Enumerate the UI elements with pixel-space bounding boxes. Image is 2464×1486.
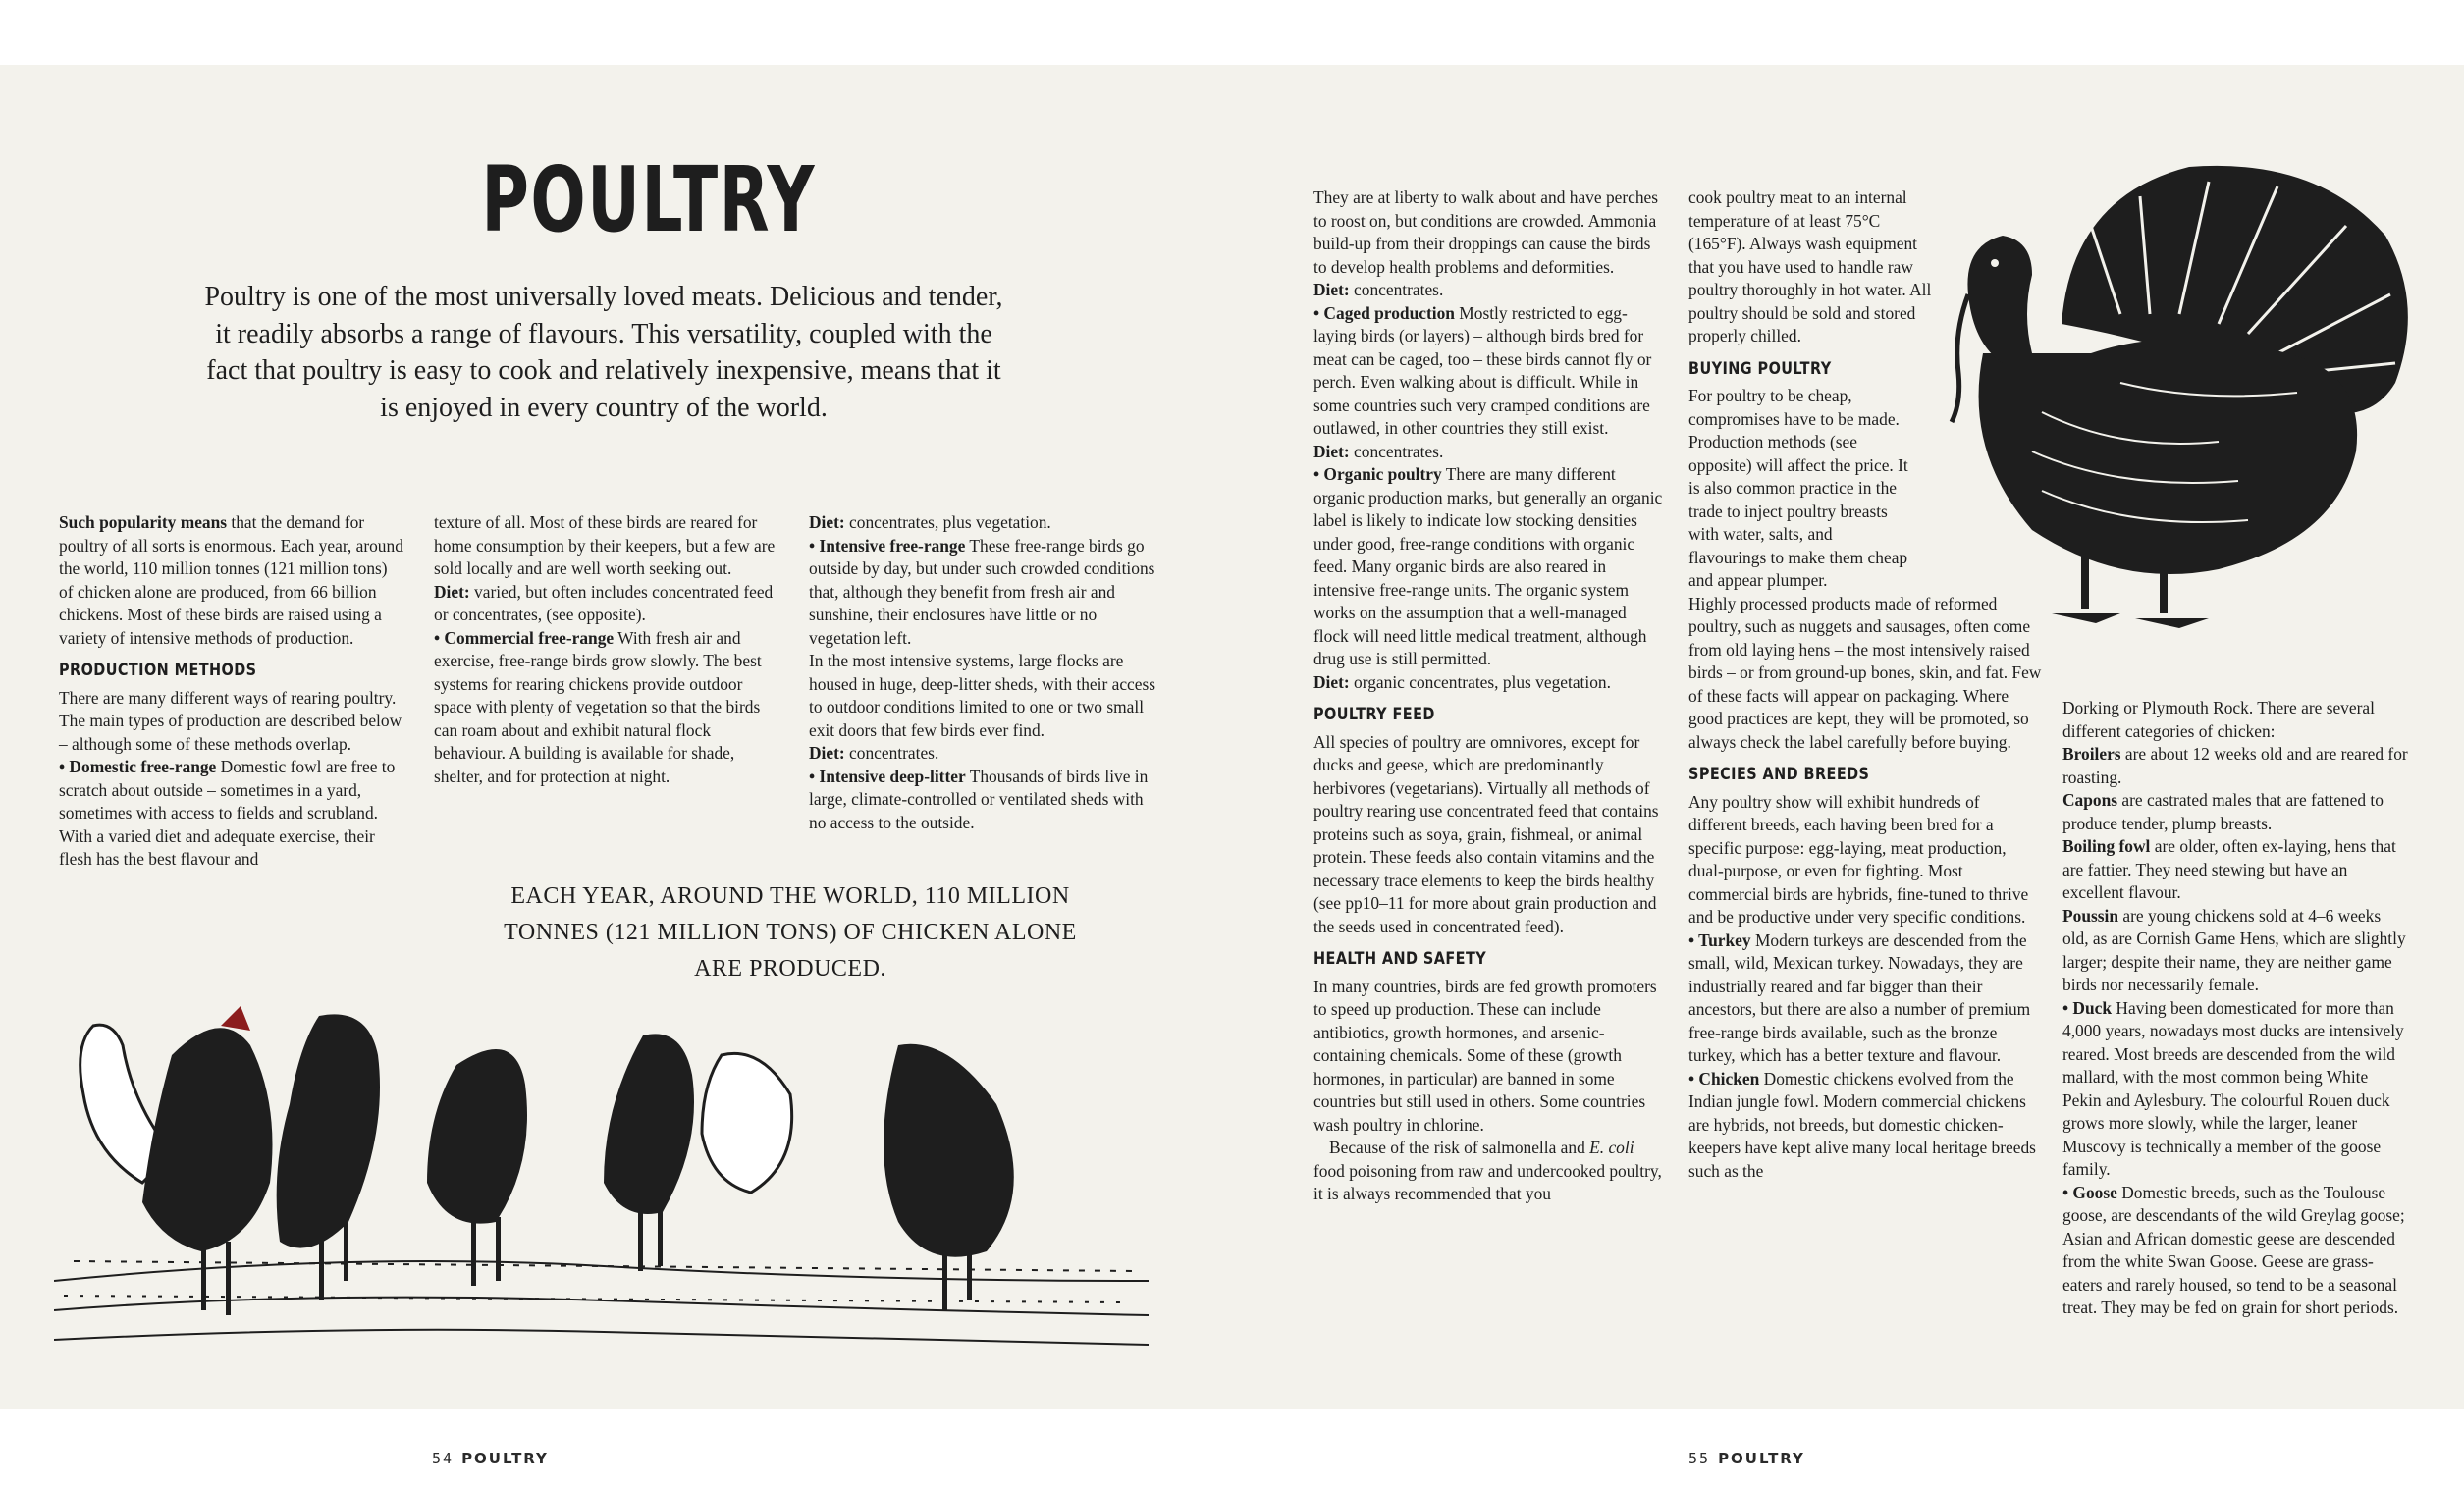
term-intensive-free-range: • Intensive free-range (809, 535, 966, 556)
folio-right (1688, 1450, 1805, 1467)
paragraph: concentrates. (844, 743, 939, 763)
paragraph: cook poultry meat to an internal temperature of at least 75°C (165°F). Always wash equipment that you have used to handle raw poultry thoroughly in hot water. All poultry should be sold and stored properly chilled. (1688, 187, 1932, 345)
term-duck: • Duck (2062, 997, 2113, 1018)
paragraph: With fresh air and exercise, free-range birds grow slowly. The best systems for rearing chickens provide outdoor space with plenty of vegetation so that the birds can roam about and exhibit natural flock behaviour. A building is available for shade, shelter, and for protection at night. (434, 627, 762, 786)
paragraph: are about 12 weeks old and are reared for roasting. (2062, 744, 2408, 787)
paragraph: Highly processed products made of reformed poultry, such as nuggets and sausages, often come from old laying hens – the most intensively raised birds – or from ground-up bones, skin, and fat. Few of these facts will appear on packaging. Where good practices are kept, they will be promoted, so always check the label carefully before buying. (1688, 593, 2042, 752)
paragraph: Any poultry show will exhibit hundreds of different breeds, each having been bred for a specific purpose: egg-laying, meat production, dual-purpose, or even for fighting. Most commercial birds are hybrids, fine-tuned to thrive and be productive under very specific conditions. (1688, 791, 2029, 927)
heading-buying-poultry: BUYING POULTRY (1688, 358, 1832, 379)
heading-health-and-safety: HEALTH AND SAFETY (1313, 949, 1487, 969)
paragraph: Thousands of birds live in large, climate-controlled or ventilated sheds with no access to the outside. (809, 766, 1149, 832)
term-goose: • Goose (2062, 1182, 2117, 1202)
paragraph: These free-range birds go outside by day, but under such crowded conditions that, although they benefit from fresh air and sunshine, their enclosures have little or no vegetation left. (809, 535, 1155, 648)
paragraph: For poultry to be cheap, compromises have to be made. Production methods (see opposite) will affect the price. It is also common practice in the trade to inject poultry breasts with water, salts, and flavourings to make them cheap and appear plumper. (1688, 386, 1908, 590)
paragraph: There are many different organic production marks, but generally an organic label is likely to indicate low stocking densities under good, free-range conditions with organic feed. Many organic birds are also reared in intensive free-range units. The organic system works on the assumption that a well-managed flock will need little medical treatment, although drug use is still permitted. (1313, 464, 1663, 668)
term-turkey: • Turkey (1688, 929, 1751, 950)
heading-production-methods: PRODUCTION METHODS (59, 661, 257, 680)
term-boiling-fowl: Boiling fowl (2062, 836, 2151, 856)
term-commercial-free-range: • Commercial free-range (434, 627, 615, 648)
diet-label: Diet: (809, 512, 845, 532)
term-poussin: Poussin (2062, 905, 2119, 926)
heading-species-and-breeds: SPECIES AND BREEDS (1688, 765, 1870, 784)
paragraph: Dorking or Plymouth Rock. There are several different categories of chicken: (2062, 698, 2375, 741)
paragraph: They are at liberty to walk about and have perches to roost on, but conditions are crowded. Ammonia build-up from their droppings can cause the birds to develop health problems and deformities. (1313, 187, 1659, 277)
heading-poultry-feed: POULTRY FEED (1313, 705, 1435, 724)
paragraph: Domestic chickens evolved from the Indian jungle fowl. Modern commercial chickens are hybrids, not breeds, but domestic chicken-keepers have kept alive many local heritage breeds such as the (1688, 1068, 2036, 1181)
term-capons: Capons (2062, 790, 2118, 810)
term-chicken: • Chicken (1688, 1068, 1760, 1088)
paragraph: are castrated males that are fattened to produce tender, plump breasts. (2062, 790, 2384, 833)
paragraph: Because of the risk of salmonella and (1329, 1138, 1590, 1157)
italic-term: E. coli (1589, 1138, 1634, 1157)
paragraph: food poisoning from raw and undercooked poultry, it is always recommended that you (1313, 1160, 1662, 1203)
text-column-3 (809, 511, 1157, 834)
paragraph: varied, but often includes concentrated feed or concentrates, (see opposite). (434, 581, 774, 624)
term-caged-production: • Caged production (1313, 302, 1455, 323)
turkey-illustration (1924, 157, 2415, 638)
paragraph: concentrates. (1349, 280, 1444, 299)
paragraph: There are many different ways of rearing poultry. The main types of production are described below – although some of these methods overlap. (59, 687, 402, 754)
paragraph: that the demand for poultry of all sorts is enormous. Each year, around the world, 110 million tonnes (121 million tons) of chicken alone are produced, from 66 billion chickens. Most of these birds are raised using a variety of intensive methods of production. (59, 512, 403, 648)
text-column-4 (1313, 186, 1664, 1206)
term-intensive-deep-litter: • Intensive deep-litter (809, 766, 966, 786)
page-title: POULTRY (481, 147, 816, 252)
diet-label: Diet: (434, 581, 470, 602)
paragraph: All species of poultry are omnivores, except for ducks and geese, which are predominantly herbivores (vegetarians). Virtually all methods of poultry rearing use concentrated feed that contains proteins such as soya, grain, fishmeal, or animal protein. These feeds also contain vitamins and the necessary trace elements to keep the birds healthy (see pp10–11 for more about grain production and the seeds used in concentrated feed). (1313, 731, 1659, 936)
paragraph: Modern turkeys are descended from the small, wild, Mexican turkey. Nowadays, they are industrially reared and far bigger than their ancestors, but there are also a number of premium free-range birds available, such as the bronze turkey, which has a better texture and flavour. (1688, 929, 2031, 1065)
paragraph: texture of all. Most of these birds are reared for home consumption by their keepers, but a few are sold locally and are well worth seeking out. (434, 512, 776, 578)
page-number: 55 (1688, 1450, 1711, 1467)
folio-left (432, 1450, 549, 1467)
intro-text: Poultry is one of the most universally loved meats. Delicious and tender, it readily absorbs a range of flavours. This versatility, coupled with the fact that poultry is easy to cook and relatively inexpensive, means that it is enjoyed in every country of the world. (204, 282, 1003, 423)
paragraph: concentrates, plus vegetation. (844, 512, 1051, 532)
paragraph: In many countries, birds are fed growth promoters to speed up production. These can include antibiotics, growth hormones, and arsenic-containing chemicals. Some of these (growth hormones, in particular) are banned in some countries but still used in others. Some countries wash poultry in chlorine. (1313, 976, 1657, 1135)
diet-label: Diet: (809, 743, 845, 763)
paragraph: Domestic fowl are free to scratch about outside – sometimes in a yard, sometimes with access to fields and scrubland. With a varied diet and adequate exercise, their flesh has the best flavour and (59, 757, 396, 869)
text-column-6 (2062, 697, 2408, 1320)
paragraph: organic concentrates, plus vegetation. (1349, 671, 1611, 692)
diet-label: Diet: (1313, 441, 1350, 461)
pull-quote: EACH YEAR, AROUND THE WORLD, 110 MILLION TONNES (121 MILLION TONS) OF CHICKEN ALONE ARE PRODUCED. (504, 883, 1077, 982)
paragraph: Mostly restricted to egg-laying birds (or layers) – although birds bred for meat can be caged, too – these birds cannot fly or perch. Even walking about is difficult. While in some countries such very cramped conditions are outlawed, in other countries they still exist. (1313, 302, 1652, 438)
paragraph: Domestic breeds, such as the Toulouse goose, are descendants of the wild Greylag goose; Asian and African domestic geese are descended from the white Swan Goose. Geese are grass-eaters and rarely housed, so tend to be a seasonal treat. They may be fed on grain for short periods. (2062, 1182, 2405, 1317)
page-number: 54 (432, 1450, 455, 1467)
diet-label: Diet: (1313, 280, 1350, 299)
term-broilers: Broilers (2062, 744, 2121, 764)
paragraph: concentrates. (1349, 441, 1444, 461)
paragraph: In the most intensive systems, large flocks are housed in huge, deep-litter sheds, with their access to outdoor conditions limited to one or two small exit doors that few birds ever find. (809, 651, 1156, 740)
paragraph: are older, often ex-laying, hens that are fattier. They need stewing but have an excellent flavour. (2062, 836, 2396, 902)
running-footer: POULTRY (461, 1450, 549, 1467)
paragraph: Having been domesticated for more than 4,000 years, nowadays most ducks are intensively reared. Most breeds are descended from the wild mallard, with the most common being White Pekin and Aylesbury. The colourful Rouen duck grows more slowly, while the larger, leaner Muscovy is technically a member of the goose family. (2062, 997, 2404, 1179)
paragraph: are young chickens sold at 4–6 weeks old, as are Cornish Game Hens, which are slightly larger; despite their name, they are neither game birds nor necessarily female. (2062, 905, 2406, 994)
running-footer: POULTRY (1718, 1450, 1805, 1467)
text-column-2 (434, 511, 779, 788)
term-organic-poultry: • Organic poultry (1313, 464, 1442, 484)
chickens-illustration (54, 986, 1149, 1369)
diet-label: Diet: (1313, 671, 1350, 692)
text-column-1 (59, 511, 404, 872)
lead-in: Such popularity means (59, 512, 228, 532)
term-domestic-free-range: • Domestic free-range (59, 757, 217, 776)
